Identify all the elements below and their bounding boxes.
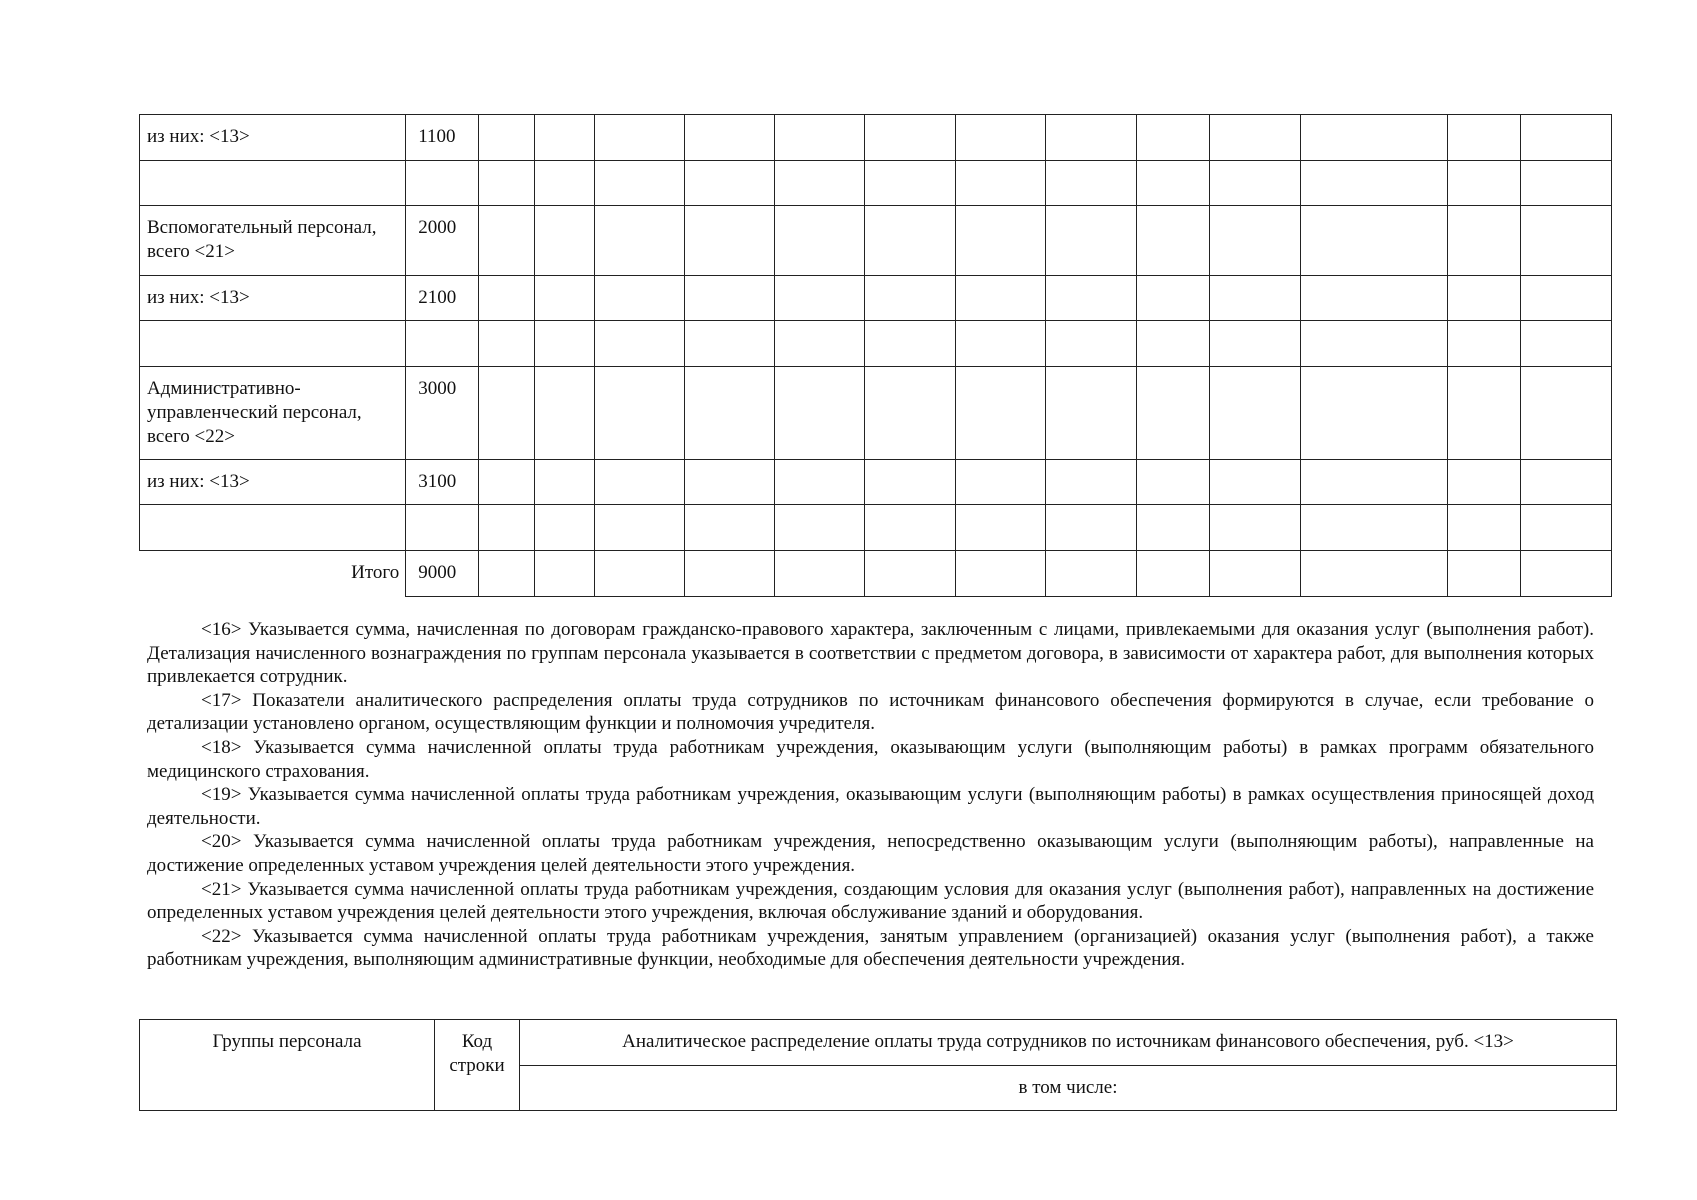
- empty-cell: [1520, 321, 1611, 367]
- empty-cell: [594, 276, 684, 321]
- empty-cell: [685, 551, 775, 597]
- table-row: [140, 367, 1612, 460]
- total-row: [140, 551, 1612, 597]
- analytical-distribution-table: [139, 1019, 1617, 1111]
- empty-cell: [1045, 505, 1136, 551]
- empty-cell: [1301, 505, 1447, 551]
- row-label: из них: <13>: [140, 115, 406, 161]
- empty-cell: [865, 505, 955, 551]
- empty-cell: [1301, 321, 1447, 367]
- empty-cell: [594, 321, 684, 367]
- empty-cell: [1045, 367, 1136, 460]
- empty-cell: [1301, 115, 1447, 161]
- empty-cell: [1520, 367, 1611, 460]
- empty-cell: [955, 505, 1045, 551]
- empty-cell: [1447, 206, 1520, 276]
- empty-cell: [1045, 161, 1136, 206]
- empty-cell: [685, 115, 775, 161]
- empty-cell: [685, 276, 775, 321]
- empty-cell: [775, 505, 865, 551]
- row-label: [140, 505, 406, 551]
- empty-cell: [479, 460, 534, 505]
- empty-cell: [955, 276, 1045, 321]
- empty-cell: [594, 460, 684, 505]
- empty-cell: [1210, 206, 1301, 276]
- empty-cell: [685, 321, 775, 367]
- empty-cell: [685, 505, 775, 551]
- empty-cell: [1210, 505, 1301, 551]
- empty-cell: [594, 206, 684, 276]
- empty-cell: [534, 276, 594, 321]
- row-label: [140, 161, 406, 206]
- empty-cell: [775, 551, 865, 597]
- empty-cell: [1210, 367, 1301, 460]
- empty-cell: [534, 505, 594, 551]
- empty-cell: [775, 367, 865, 460]
- row-code: [406, 321, 479, 367]
- empty-cell: [1520, 551, 1611, 597]
- empty-cell: [1301, 460, 1447, 505]
- empty-cell: [534, 115, 594, 161]
- empty-cell: [955, 460, 1045, 505]
- empty-cell: [1210, 161, 1301, 206]
- empty-cell: [955, 321, 1045, 367]
- empty-cell: [865, 460, 955, 505]
- table-row: [140, 505, 1612, 551]
- footnote: <17> Показатели аналитического распределения оплаты труда сотрудников по источникам финансового обеспечения формируются в случае, если требование о детализации установлено органом, осуществляющим функции и полномочия учредителя.: [147, 689, 1594, 735]
- empty-cell: [1210, 460, 1301, 505]
- empty-cell: [685, 206, 775, 276]
- empty-cell: [479, 161, 534, 206]
- empty-cell: [1520, 161, 1611, 206]
- empty-cell: [534, 206, 594, 276]
- empty-cell: [1210, 551, 1301, 597]
- header-personnel-groups: Группы персонала: [140, 1020, 435, 1111]
- row-code: [406, 161, 479, 206]
- empty-cell: [1045, 276, 1136, 321]
- empty-cell: [865, 551, 955, 597]
- empty-cell: [685, 367, 775, 460]
- empty-cell: [1136, 276, 1209, 321]
- empty-cell: [534, 321, 594, 367]
- header-row-code: Код строки: [435, 1020, 520, 1111]
- empty-cell: [685, 161, 775, 206]
- empty-cell: [1136, 551, 1209, 597]
- empty-cell: [594, 551, 684, 597]
- footnote: <16> Указывается сумма, начисленная по договорам гражданско-правового характера, заключенным с лицами, привлекаемыми для оказания услуг (выполнения работ). Детализация начисленного вознаграждения по группам персонала указывается в соответствии с предметом договора, в зависимости от характера работ, для выполнения которых привлекается сотрудник.: [147, 619, 1594, 688]
- empty-cell: [955, 367, 1045, 460]
- empty-cell: [1045, 460, 1136, 505]
- empty-cell: [479, 206, 534, 276]
- footnote: <21> Указывается сумма начисленной оплаты труда работникам учреждения, создающим условия для оказания услуг (выполнения работ), направленных на достижение определенных уставом учреждения целей деятельности этого учреждения, включая обслуживание зданий и оборудования.: [147, 878, 1594, 924]
- table-row: [140, 321, 1612, 367]
- empty-cell: [775, 161, 865, 206]
- empty-cell: [1447, 321, 1520, 367]
- empty-cell: [594, 367, 684, 460]
- empty-cell: [1520, 460, 1611, 505]
- row-label: Административно-управленческий персонал, всего <22>: [140, 367, 406, 460]
- table-row: [140, 161, 1612, 206]
- total-code: 9000: [406, 551, 479, 597]
- empty-cell: [1301, 276, 1447, 321]
- row-code: 3100: [406, 460, 479, 505]
- empty-cell: [1045, 206, 1136, 276]
- empty-cell: [865, 276, 955, 321]
- row-code: [406, 505, 479, 551]
- row-code: 1100: [406, 115, 479, 161]
- empty-cell: [1045, 321, 1136, 367]
- empty-cell: [1136, 460, 1209, 505]
- empty-cell: [1136, 505, 1209, 551]
- empty-cell: [534, 460, 594, 505]
- empty-cell: [594, 161, 684, 206]
- empty-cell: [1136, 367, 1209, 460]
- empty-cell: [1447, 551, 1520, 597]
- row-code: 2100: [406, 276, 479, 321]
- total-label: Итого: [140, 551, 406, 597]
- empty-cell: [1045, 551, 1136, 597]
- empty-cell: [1520, 505, 1611, 551]
- footnote: <22> Указывается сумма начисленной оплаты труда работникам учреждения, занятым управлением (организацией) оказания услуг (выполнения работ), а также работникам учреждения, выполняющим административные функции, необходимые для обеспечения деятельности учреждения.: [147, 925, 1594, 971]
- empty-cell: [955, 206, 1045, 276]
- empty-cell: [534, 367, 594, 460]
- row-code: 3000: [406, 367, 479, 460]
- empty-cell: [1136, 206, 1209, 276]
- empty-cell: [1520, 206, 1611, 276]
- empty-cell: [594, 505, 684, 551]
- empty-cell: [1136, 115, 1209, 161]
- empty-cell: [955, 551, 1045, 597]
- empty-cell: [685, 460, 775, 505]
- empty-cell: [955, 161, 1045, 206]
- footnote: <19> Указывается сумма начисленной оплаты труда работникам учреждения, оказывающим услуги (выполняющим работы) в рамках осуществления приносящей доход деятельности.: [147, 784, 1594, 829]
- empty-cell: [1210, 321, 1301, 367]
- empty-cell: [1447, 161, 1520, 206]
- empty-cell: [479, 505, 534, 551]
- empty-cell: [775, 460, 865, 505]
- empty-cell: [534, 161, 594, 206]
- empty-cell: [1301, 551, 1447, 597]
- row-label: [140, 321, 406, 367]
- table-row: [140, 206, 1612, 276]
- empty-cell: [865, 115, 955, 161]
- table-row: [140, 460, 1612, 505]
- empty-cell: [1447, 505, 1520, 551]
- empty-cell: [1136, 161, 1209, 206]
- empty-cell: [479, 367, 534, 460]
- table-row: [140, 115, 1612, 161]
- row-label: из них: <13>: [140, 460, 406, 505]
- empty-cell: [534, 551, 594, 597]
- empty-cell: [479, 551, 534, 597]
- header-analytical-distribution: Аналитическое распределение оплаты труда сотрудников по источникам финансового обеспечения, руб. <13>: [520, 1020, 1617, 1066]
- header-including: в том числе:: [520, 1066, 1617, 1111]
- empty-cell: [775, 115, 865, 161]
- table-row: [140, 276, 1612, 321]
- empty-cell: [1447, 276, 1520, 321]
- empty-cell: [1210, 115, 1301, 161]
- empty-cell: [479, 276, 534, 321]
- empty-cell: [865, 321, 955, 367]
- footnotes: [147, 618, 1594, 972]
- empty-cell: [865, 161, 955, 206]
- empty-cell: [479, 115, 534, 161]
- footnote: <20> Указывается сумма начисленной оплаты труда работникам учреждения, непосредственно оказывающим услуги (выполняющим работы), направленные на достижение определенных уставом учреждения целей деятельности этого учреждения.: [147, 831, 1594, 876]
- empty-cell: [775, 321, 865, 367]
- row-label: Вспомогательный персонал, всего <21>: [140, 206, 406, 276]
- empty-cell: [1447, 367, 1520, 460]
- empty-cell: [865, 367, 955, 460]
- footnote: <18> Указывается сумма начисленной оплаты труда работникам учреждения, оказывающим услуги (выполняющим работы) в рамках программ обязательного медицинского страхования.: [147, 736, 1594, 782]
- empty-cell: [1045, 115, 1136, 161]
- empty-cell: [775, 206, 865, 276]
- staff-payroll-table: [139, 114, 1612, 597]
- empty-cell: [1447, 115, 1520, 161]
- empty-cell: [1520, 115, 1611, 161]
- empty-cell: [479, 321, 534, 367]
- row-code: 2000: [406, 206, 479, 276]
- empty-cell: [955, 115, 1045, 161]
- empty-cell: [1520, 276, 1611, 321]
- row-label: из них: <13>: [140, 276, 406, 321]
- empty-cell: [865, 206, 955, 276]
- empty-cell: [1301, 161, 1447, 206]
- empty-cell: [775, 276, 865, 321]
- empty-cell: [594, 115, 684, 161]
- empty-cell: [1447, 460, 1520, 505]
- empty-cell: [1301, 206, 1447, 276]
- empty-cell: [1210, 276, 1301, 321]
- empty-cell: [1136, 321, 1209, 367]
- empty-cell: [1301, 367, 1447, 460]
